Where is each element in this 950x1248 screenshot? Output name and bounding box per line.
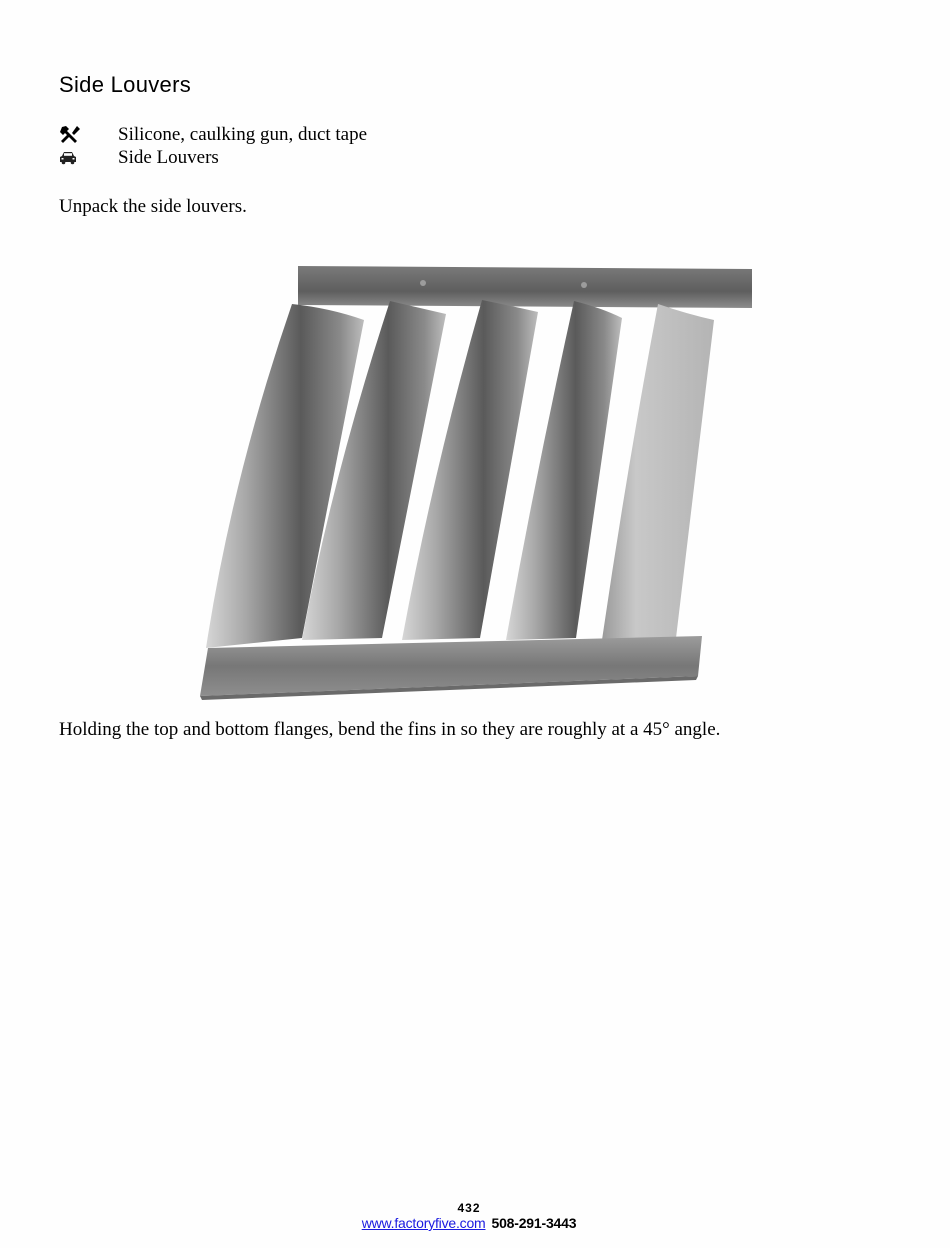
instruction-paragraph: Holding the top and bottom flanges, bend the fins in so they are roughly at a 45° angle. xyxy=(59,719,721,740)
page-number: 432 xyxy=(457,1201,481,1215)
section-title: Side Louvers xyxy=(59,72,192,97)
tools-icon xyxy=(59,125,83,145)
car-icon xyxy=(59,148,83,168)
tools-text: Silicone, caulking gun, duct tape xyxy=(118,124,368,145)
intro-paragraph: Unpack the side louvers. xyxy=(59,196,247,217)
parts-requirement xyxy=(59,147,219,169)
parts-text: Side Louvers xyxy=(118,147,219,168)
footer-contact xyxy=(0,1215,938,1231)
side-louver-photo xyxy=(172,248,772,708)
website-link[interactable]: www.factoryfive.com xyxy=(361,1215,486,1231)
phone-number: 508-291-3443 xyxy=(491,1215,577,1231)
tools-requirement xyxy=(59,124,368,146)
